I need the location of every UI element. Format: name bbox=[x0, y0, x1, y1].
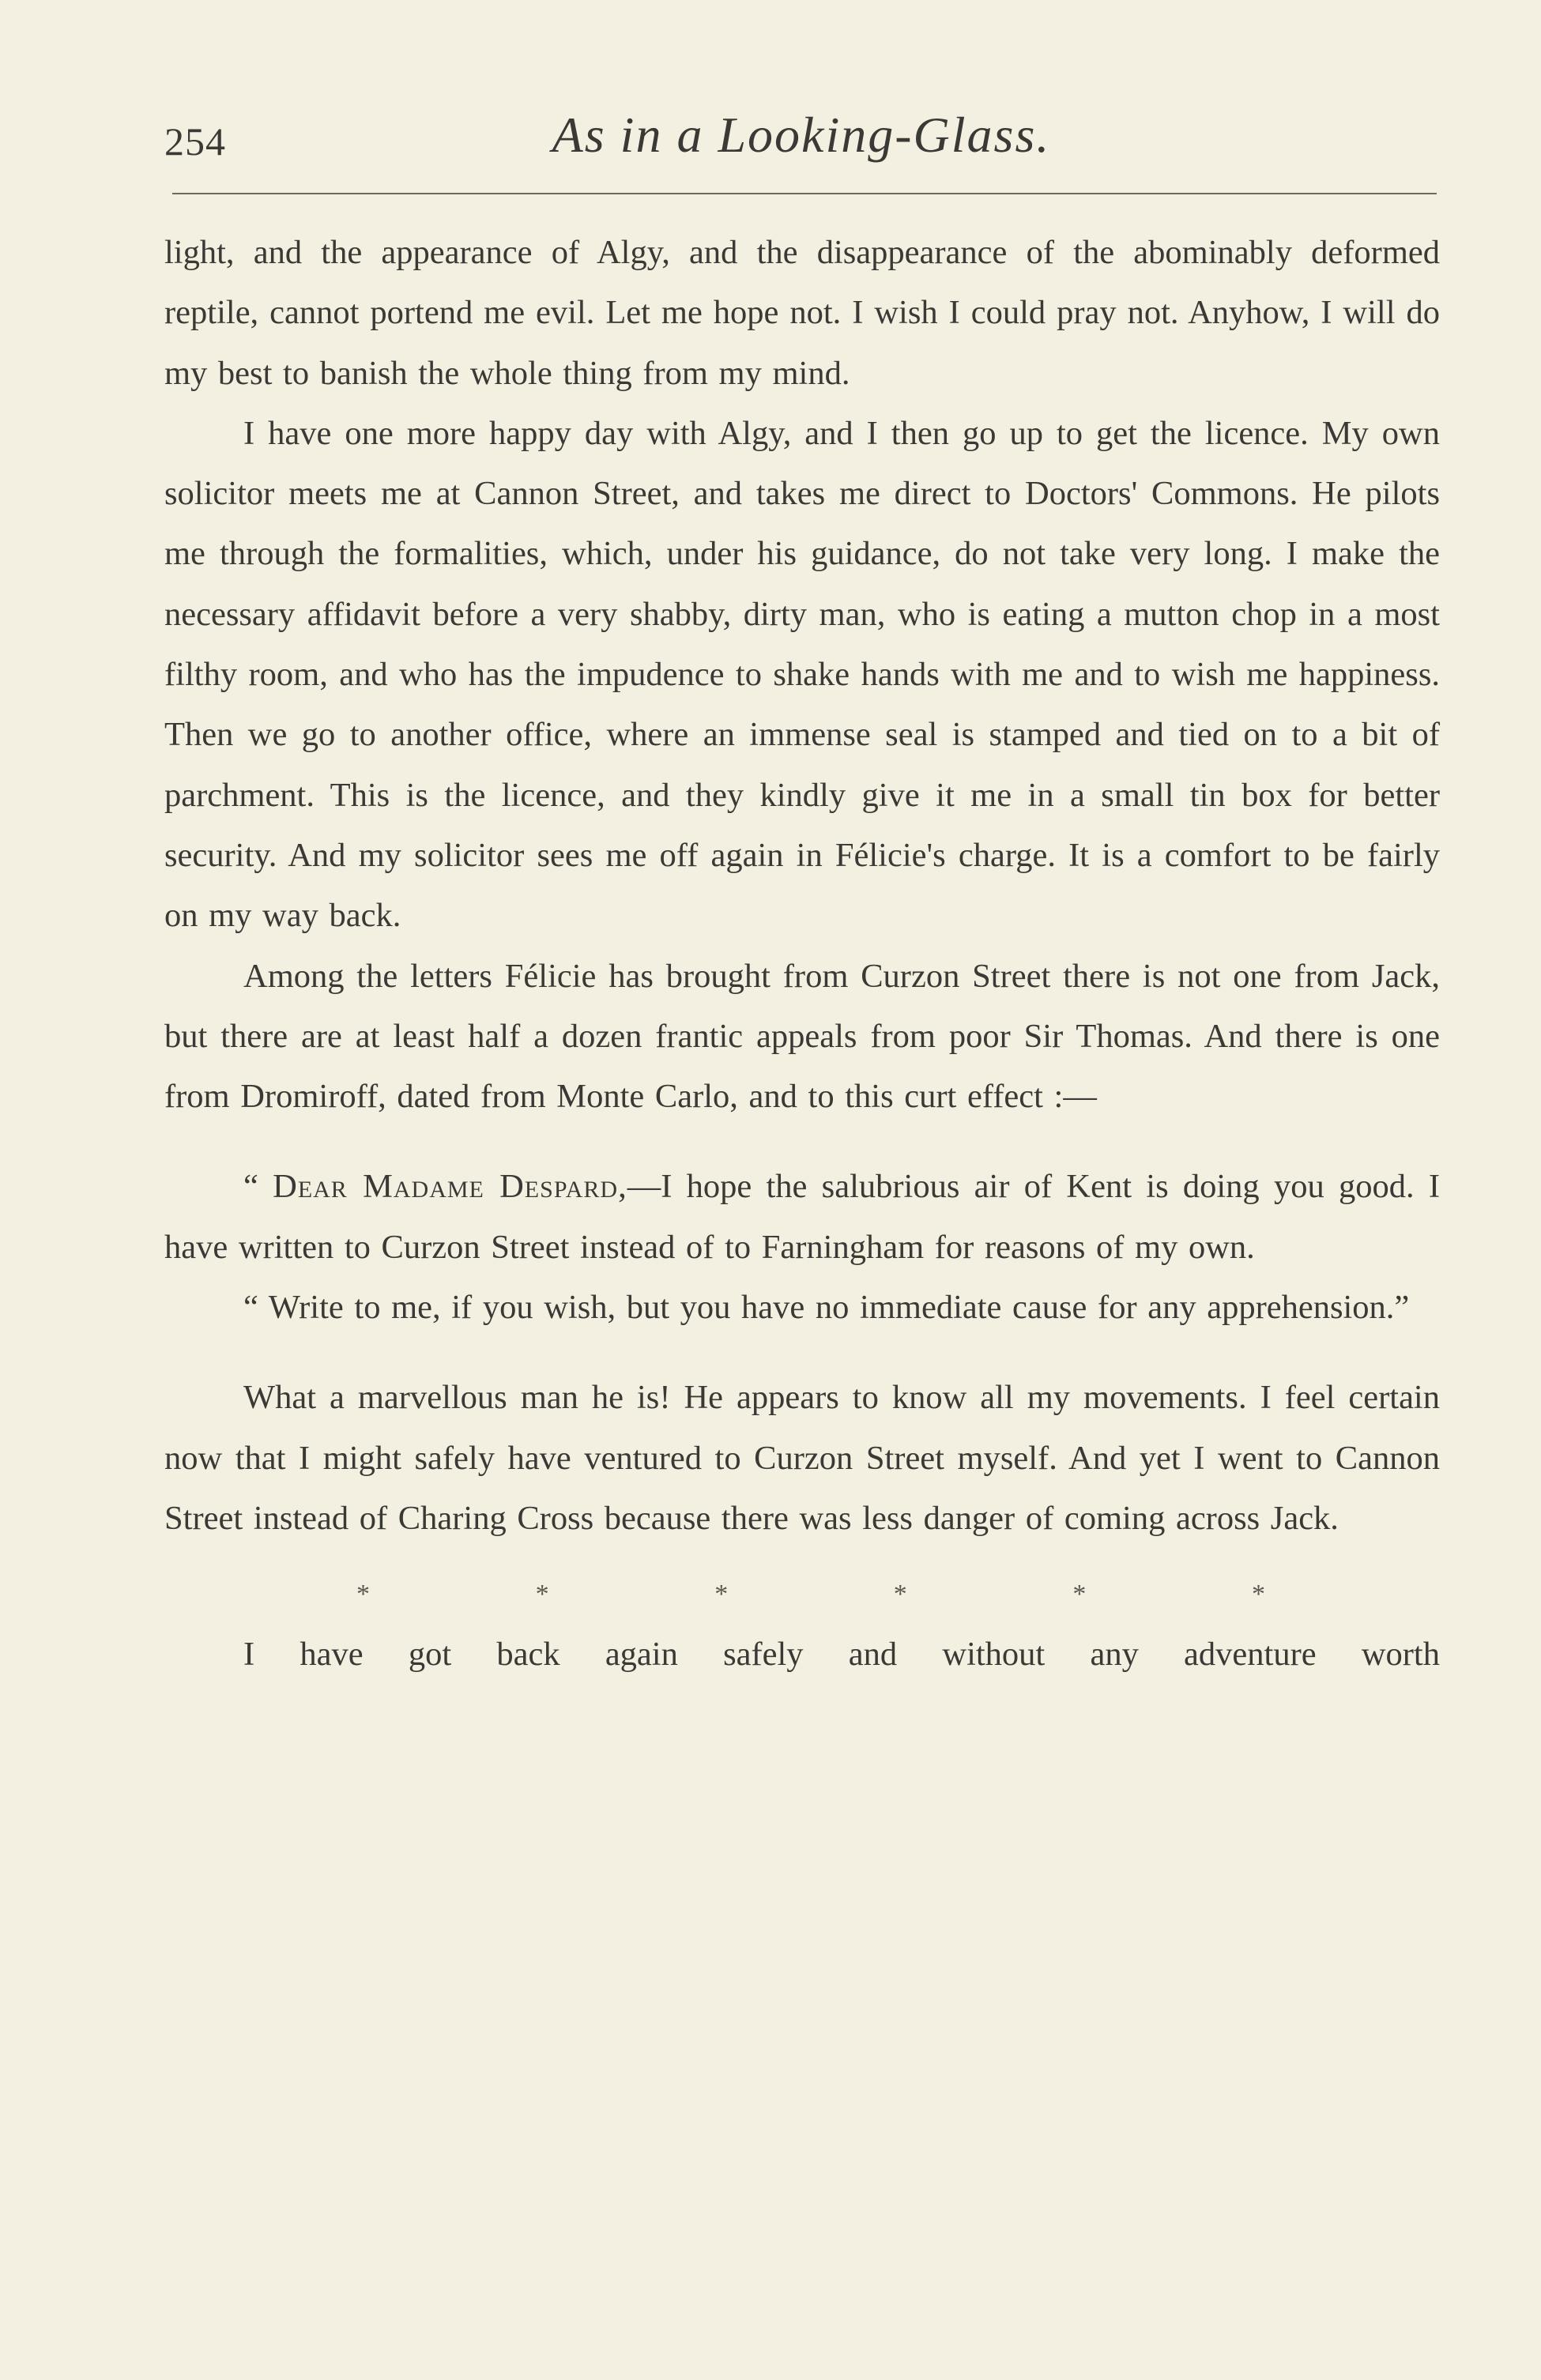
paragraph-2: I have one more happy day with Algy, and I then go up to get the licence. My own solicitor meets me at Cannon Street, and takes me direct to Doctors' Commons. He pilots me through the formalities, which, under his guidance, do not take very long. I make the necessary affidavit before a very shabby, dirty man, who is eating a mutton chop in a most filthy room, and who has the impudence to shake hands with me and to wish me happiness. Then we go to another office, where an immense seal is stamped and tied on to a bit of parchment. This is the licence, and they kindly give it me in a small tin box for better security. And my solicitor sees me off again in Félicie's charge. It is a comfort to be fairly on my way back. bbox=[164, 414, 1440, 935]
section-star: * bbox=[535, 1580, 549, 1610]
section-break bbox=[356, 1565, 1265, 1625]
page-header bbox=[164, 95, 1438, 182]
paragraph-1: light, and the appearance of Algy, and the disappearance of the abominably deformed reptile, cannot portend me evil. Let me hope not. I wish I could pray not. Anyhow, I will do my best to banish the whole thing from my mind. bbox=[164, 234, 1440, 392]
letter-paragraph-1 bbox=[164, 1157, 1440, 1278]
section-star: * bbox=[356, 1580, 370, 1610]
section-star: * bbox=[893, 1580, 907, 1610]
section-star: * bbox=[1251, 1580, 1265, 1610]
letter-salutation: Dear Madame Despard, bbox=[273, 1168, 627, 1206]
page-number: 254 bbox=[164, 119, 226, 164]
section-star: * bbox=[1072, 1580, 1087, 1610]
header-rule bbox=[172, 193, 1437, 194]
letter-open-quote: “ bbox=[243, 1168, 273, 1206]
paragraph-4: What a marvellous man he is! He appears to know all my movements. I feel certain now that I might safely have ventured to Curzon Street myself. And yet I went to Cannon Street instead of Charing Cross because there was less danger of coming across Jack. bbox=[164, 1379, 1440, 1537]
section-star: * bbox=[714, 1580, 729, 1610]
paragraph-5: I have got back again safely and without any adventure worth bbox=[243, 1636, 1440, 1674]
letter-text-1: —I hope the salubrious air of Kent is doing you good. I have written to Curzon Street instead of to Farningham for reasons of my own. bbox=[164, 1168, 1440, 1266]
body-text bbox=[164, 223, 1440, 1685]
paragraph-3: Among the letters Félicie has brought from Curzon Street there is not one from Jack, but there are at least half a dozen frantic appeals from poor Sir Thomas. And there is one from Dromiroff, dated from Monte Carlo, and to this curt effect :— bbox=[164, 957, 1440, 1116]
letter-paragraph-2: “ Write to me, if you wish, but you have no immediate cause for any apprehension.” bbox=[243, 1289, 1410, 1327]
running-title: As in a Looking-Glass. bbox=[552, 107, 1051, 163]
